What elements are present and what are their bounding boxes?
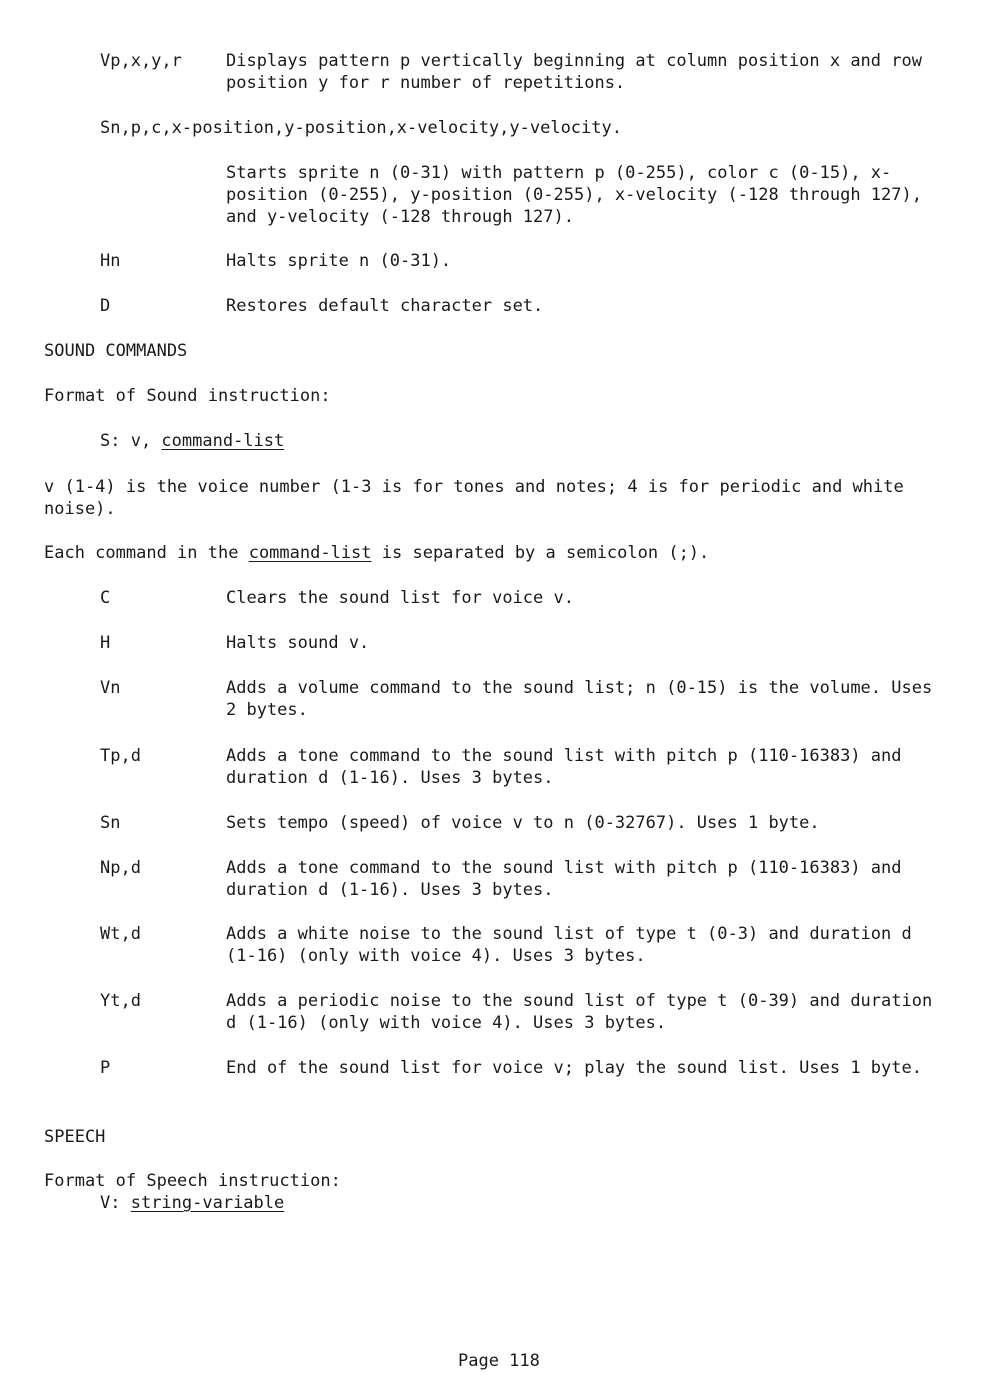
speech-syntax [100, 1192, 284, 1214]
sound-cmd-name: P [100, 1058, 111, 1078]
cmd-default-charset-desc: Restores default character set. [226, 296, 544, 316]
sound-cmd-name: Vn [100, 678, 121, 698]
sound-cmd-desc: Halts sound v. [226, 633, 370, 653]
sound-cmd-desc: Adds a tone command to the sound list with pitch p (110-16383) and duration d (1-16). Uses 3 bytes. [226, 858, 902, 900]
separator-note [44, 542, 709, 564]
sound-cmd-name: Wt,d [100, 924, 141, 944]
speech-heading: SPEECH [44, 1127, 106, 1147]
sound-heading: SOUND COMMANDS [44, 341, 188, 361]
cmd-v-pattern-desc: Displays pattern p vertically beginning at column position x and row position y for r number of repetitions. [226, 51, 922, 93]
sound-cmd-desc: Adds a white noise to the sound list of type t (0-3) and duration d (1-16) (only with voice 4). Uses 3 bytes. [226, 924, 912, 966]
cmd-default-charset: D [100, 296, 111, 316]
sound-syntax-prefix: S: v, [100, 431, 162, 451]
sound-syntax [100, 430, 284, 452]
cmd-v-pattern: Vp,x,y,r [100, 51, 182, 71]
sound-syntax-param: command-list [161, 431, 285, 451]
sound-cmd-name: Tp,d [100, 746, 141, 766]
speech-format-label: Format of Speech instruction: [44, 1171, 341, 1191]
sound-cmd-desc: End of the sound list for voice v; play the sound list. Uses 1 byte. [226, 1058, 922, 1078]
sound-cmd-desc: Sets tempo (speed) of voice v to n (0-32767). Uses 1 byte. [226, 813, 820, 833]
speech-syntax-param: string-variable [130, 1193, 285, 1213]
separator-suffix: is separated by a semicolon (;). [371, 543, 710, 563]
sound-cmd-name: Np,d [100, 858, 141, 878]
sound-cmd-name: Yt,d [100, 991, 141, 1011]
voice-note: v (1-4) is the voice number (1-3 is for tones and notes; 4 is for periodic and white noise). [44, 477, 904, 519]
cmd-start-sprite-desc: Starts sprite n (0-31) with pattern p (0-255), color c (0-15), x-position (0-255), y-position (0-255), x-velocity (-128 through 127), and y-velocity (-128 through 127). [226, 163, 922, 227]
cmd-halt-sprite: Hn [100, 251, 121, 271]
sound-cmd-name: C [100, 588, 111, 608]
separator-prefix: Each command in the [44, 543, 249, 563]
sound-format-label: Format of Sound instruction: [44, 386, 331, 406]
sound-cmd-desc: Adds a periodic noise to the sound list of type t (0-39) and duration d (1-16) (only with voice 4). Uses 3 bytes. [226, 991, 933, 1033]
separator-param: command-list [248, 543, 372, 563]
speech-syntax-prefix: V: [100, 1193, 131, 1213]
page-number: Page 118 [458, 1351, 540, 1371]
sound-cmd-name: H [100, 633, 111, 653]
sound-cmd-name: Sn [100, 813, 121, 833]
cmd-halt-sprite-desc: Halts sprite n (0-31). [226, 251, 452, 271]
sound-cmd-desc: Adds a tone command to the sound list with pitch p (110-16383) and duration d (1-16). Uses 3 bytes. [226, 746, 902, 788]
cmd-start-sprite: Sn,p,c,x-position,y-position,x-velocity,y-velocity. [100, 118, 622, 138]
sound-cmd-desc: Clears the sound list for voice v. [226, 588, 574, 608]
sound-cmd-desc: Adds a volume command to the sound list; n (0-15) is the volume. Uses 2 bytes. [226, 678, 933, 720]
